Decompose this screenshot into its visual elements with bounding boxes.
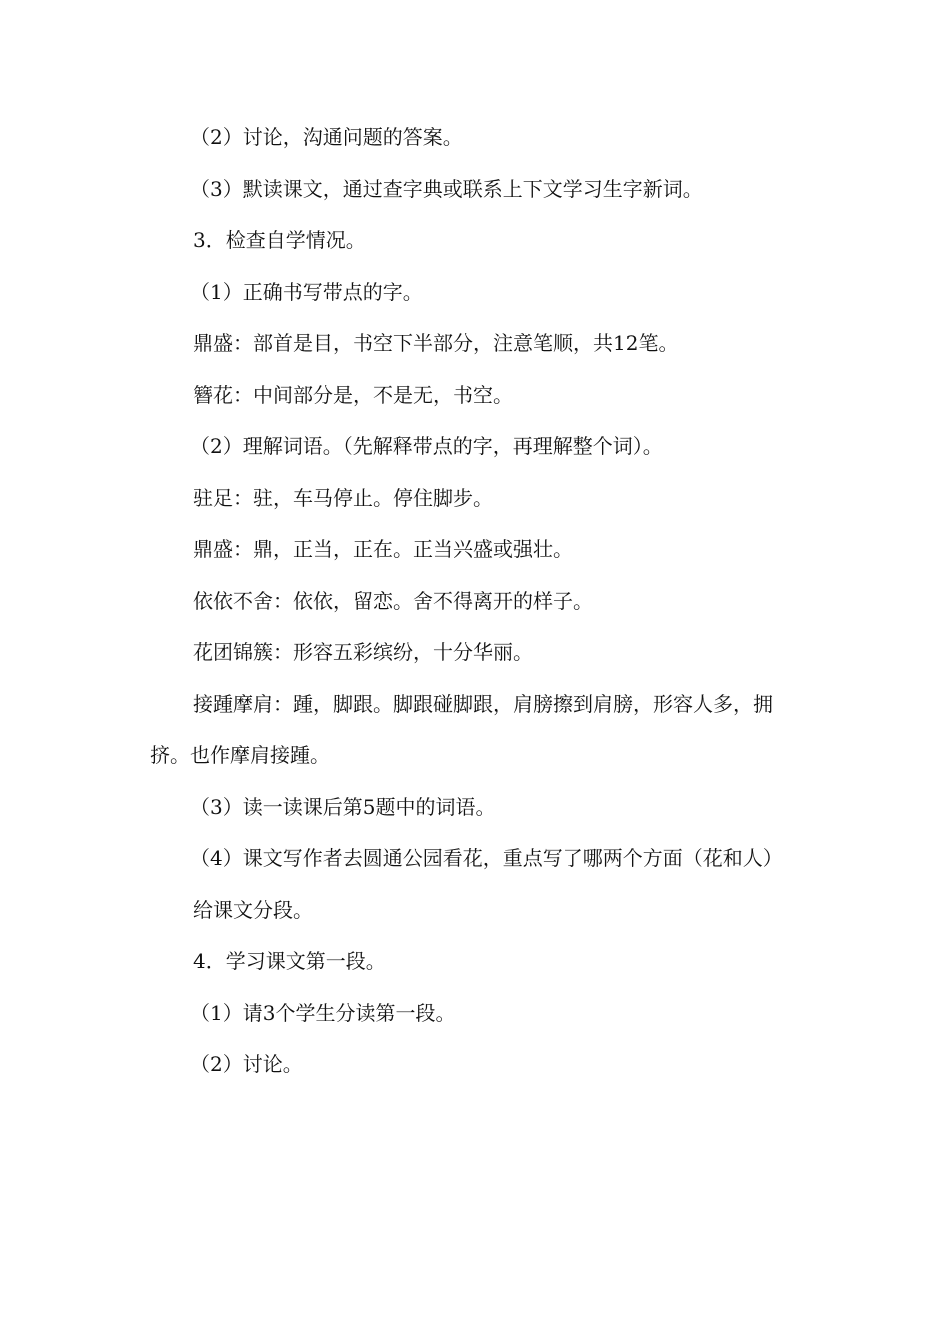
- paragraph-discuss: （2）讨论。: [190, 1052, 303, 1076]
- paragraph-dingsheng-writing: 鼎盛：部首是目，书空下半部分，注意笔顺，共12笔。: [193, 331, 679, 355]
- paragraph-divide-sections: 给课文分段。: [193, 897, 313, 922]
- paragraph-silent-reading: （3）默读课文，通过查字典或联系上下文学习生字新词。: [190, 176, 703, 201]
- paragraph-dingsheng-meaning: 鼎盛：鼎，正当，正在。正当兴盛或强壮。: [193, 537, 573, 561]
- paragraph-write-dotted-chars: （1）正确书写带点的字。: [190, 279, 423, 304]
- paragraph-understand-words: （2）理解词语。（先解释带点的字，再理解整个词）。: [190, 434, 663, 458]
- paragraph-read-exercise-words: （3）读一读课后第5题中的词语。: [190, 794, 496, 819]
- paragraph-two-aspects-question: （4）课文写作者去圆通公园看花，重点写了哪两个方面（花和人）: [190, 846, 783, 870]
- paragraph-check-self-study: 3．检查自学情况。: [193, 228, 366, 252]
- paragraph-zanhua-writing: 簪花：中间部分是，不是无，书空。: [193, 382, 513, 407]
- paragraph-huatuanjincu-meaning: 花团锦簇：形容五彩缤纷，十分华丽。: [193, 640, 533, 664]
- paragraph-students-read: （1）请3个学生分读第一段。: [190, 1000, 456, 1025]
- paragraph-study-first-section: 4．学习课文第一段。: [193, 949, 386, 973]
- paragraph-zhuzu-meaning: 驻足：驻，车马停止。停住脚步。: [193, 485, 493, 510]
- document-body: [150, 112, 800, 1091]
- paragraph-yiyibushe-meaning: 依依不舍：依依，留恋。舍不得离开的样子。: [193, 588, 593, 613]
- paragraph-jiezhongmojian-meaning: 接踵摩肩：踵，脚跟。脚跟碰脚跟，肩膀擦到肩膀，形容人多，拥挤。也作摩肩接踵。: [150, 691, 773, 767]
- paragraph-discuss-answers: （2）讨论，沟通问题的答案。: [190, 125, 463, 149]
